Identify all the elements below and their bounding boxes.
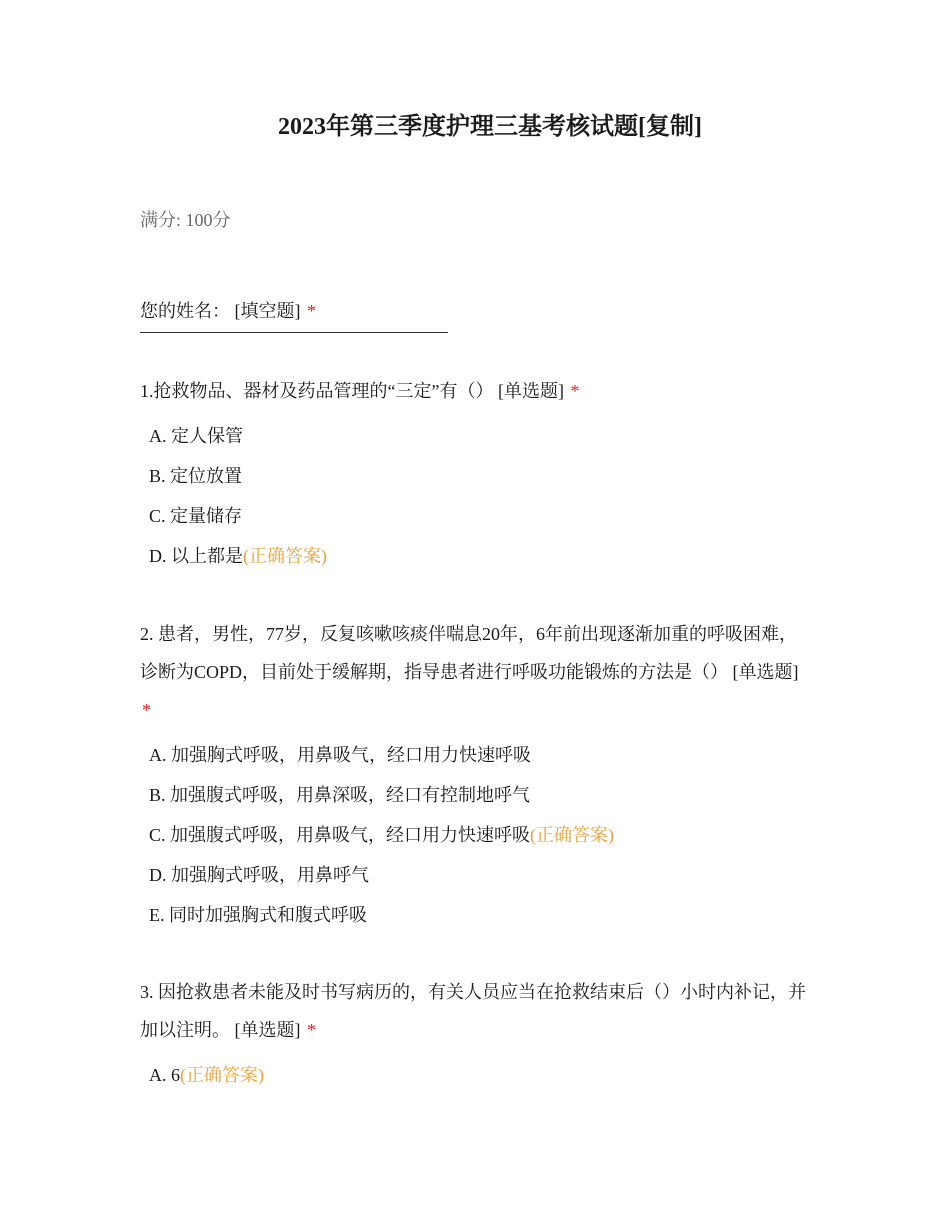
required-mark: *	[570, 381, 580, 401]
question-name	[140, 292, 810, 333]
question-type: [填空题]	[234, 301, 301, 321]
option-list	[140, 416, 810, 576]
option-list	[140, 1055, 810, 1095]
option-d[interactable]	[140, 536, 810, 576]
question-text	[140, 973, 810, 1049]
score-label: 满分:	[140, 210, 182, 230]
question-type: [单选题]	[732, 662, 799, 682]
required-mark: *	[307, 1020, 316, 1040]
question-2	[140, 615, 810, 935]
option-d[interactable]	[140, 855, 810, 895]
question-text	[140, 292, 810, 330]
score-value: 100分	[185, 210, 231, 230]
option-a[interactable]	[140, 735, 810, 775]
full-score	[140, 205, 231, 235]
question-prompt: 3. 因抢救患者未能及时书写病历的，有关人员应当在抢救结束后（）小时内补记，并加以注明。	[140, 982, 806, 1040]
question-prompt: 1.抢救物品、器材及药品管理的“三定”有（）	[140, 381, 494, 401]
option-a[interactable]	[140, 416, 810, 456]
option-label: B. 定位放置	[149, 466, 243, 486]
question-1	[140, 372, 810, 576]
option-c[interactable]	[140, 496, 810, 536]
option-label: C. 定量储存	[149, 506, 243, 526]
option-label: D. 加强胸式呼吸，用鼻呼气	[149, 865, 369, 885]
option-label: C. 加强腹式呼吸，用鼻吸气，经口用力快速呼吸	[149, 825, 531, 845]
question-prompt: 您的姓名：	[140, 301, 230, 321]
option-a[interactable]	[140, 1055, 810, 1095]
option-e[interactable]	[140, 895, 810, 935]
option-label: B. 加强腹式呼吸，用鼻深吸，经口有控制地呼气	[149, 785, 531, 805]
question-3	[140, 973, 810, 1095]
option-b[interactable]	[140, 775, 810, 815]
question-prompt: 2. 患者，男性，77岁，反复咳嗽咳痰伴喘息20年，6年前出现逐渐加重的呼吸困难，诊断为COPD，目前处于缓解期，指导患者进行呼吸功能锻炼的方法是（）	[140, 624, 797, 682]
option-label: E. 同时加强胸式和腹式呼吸	[149, 905, 367, 925]
option-label: A. 定人保管	[149, 426, 243, 446]
option-c[interactable]	[140, 815, 810, 855]
correct-answer-tag: (正确答案)	[243, 546, 327, 566]
option-label: A. 6	[149, 1065, 180, 1085]
option-b[interactable]	[140, 456, 810, 496]
correct-answer-tag: (正确答案)	[180, 1065, 264, 1085]
required-mark: *	[307, 301, 316, 321]
question-text	[140, 372, 810, 410]
question-type: [单选题]	[497, 381, 564, 401]
name-input-line[interactable]	[140, 332, 448, 333]
option-label: A. 加强胸式呼吸，用鼻吸气，经口用力快速呼吸	[149, 745, 531, 765]
page-title: 2023年第三季度护理三基考核试题[复制]	[278, 114, 702, 140]
question-text	[140, 615, 810, 729]
option-list	[140, 735, 810, 935]
option-label: D. 以上都是	[149, 546, 243, 566]
required-mark: *	[142, 700, 151, 720]
correct-answer-tag: (正确答案)	[530, 825, 615, 845]
question-type: [单选题]	[234, 1020, 301, 1040]
